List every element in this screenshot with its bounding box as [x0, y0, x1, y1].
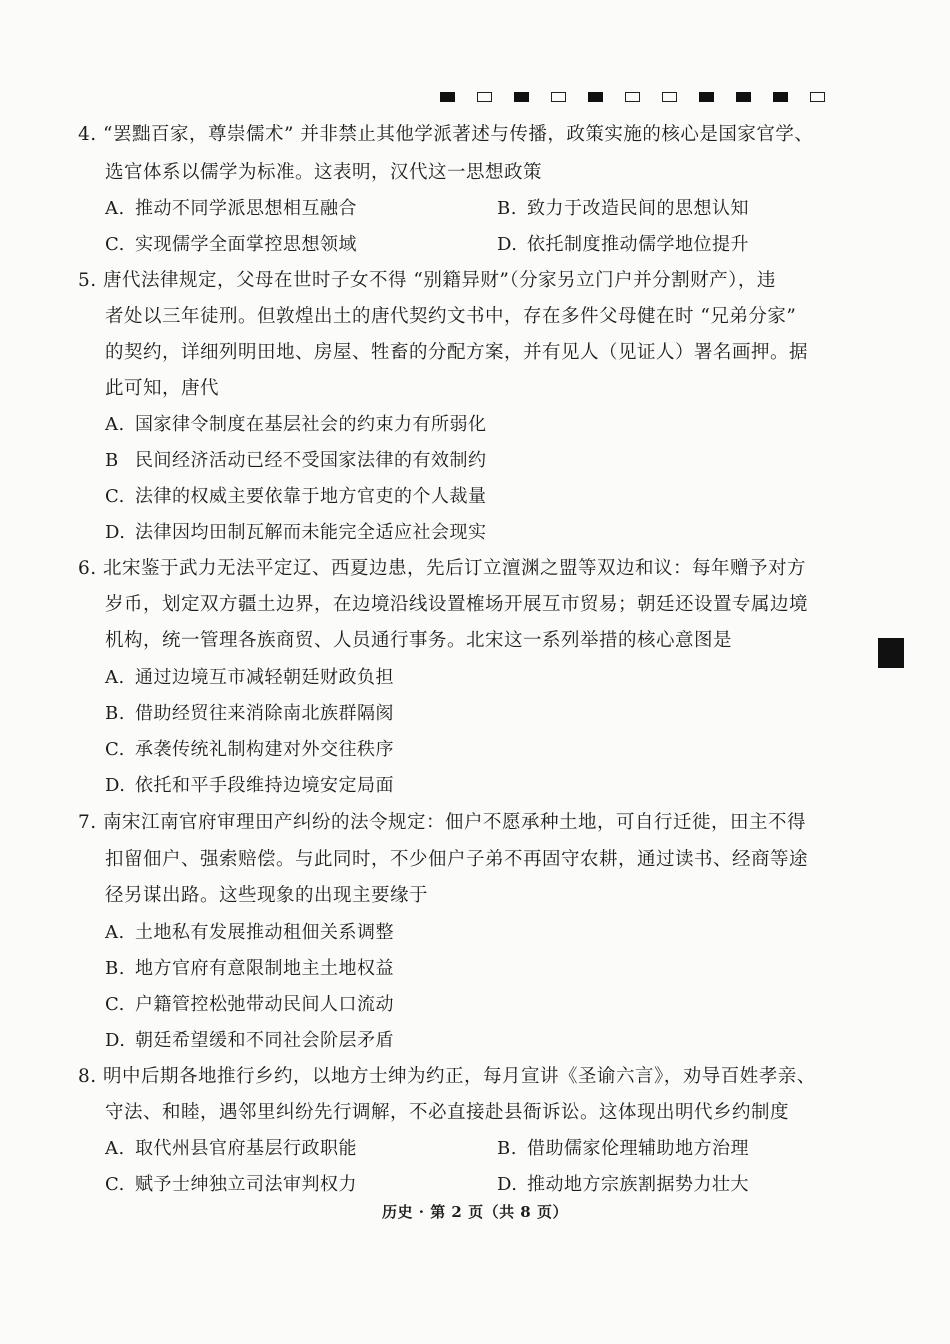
- option-key: B: [105, 450, 119, 471]
- question-5-line-4: 此可知，唐代: [105, 378, 220, 399]
- option-text: 国家律令制度在基层社会的约束力有所弱化: [135, 414, 487, 435]
- question-5-line-1: 5. 唐代法律规定，父母在世时子女不得 “别籍异财”（分家另立门户并分割财产），违: [78, 270, 776, 291]
- option-key: B.: [105, 703, 125, 724]
- option-key: C.: [105, 486, 125, 507]
- option-text: 借助儒家伦理辅助地方治理: [527, 1138, 749, 1159]
- filled-square-mark: [773, 92, 788, 102]
- hollow-square-mark: [477, 92, 492, 102]
- option-key: B.: [497, 1138, 517, 1159]
- option-key: C.: [105, 994, 125, 1015]
- option-key: D.: [497, 234, 518, 255]
- filled-square-mark: [440, 92, 455, 102]
- question-7-option-b: [105, 954, 394, 980]
- option-text: 推动不同学派思想相互融合: [135, 198, 357, 219]
- question-7-line-3: 径另谋出路。这些现象的出现主要缘于: [105, 885, 429, 906]
- option-text: 赋予士绅独立司法审判权力: [135, 1174, 357, 1195]
- question-4-line-2: 选官体系以儒学为标准。这表明，汉代这一思想政策: [105, 162, 543, 183]
- header-marks: [440, 92, 847, 102]
- question-8-option-c: [105, 1170, 357, 1196]
- option-key: A.: [105, 198, 125, 219]
- option-text: 朝廷希望缓和不同社会阶层矛盾: [135, 1030, 394, 1051]
- option-key: A.: [105, 414, 125, 435]
- option-key: C.: [105, 234, 125, 255]
- question-6-option-b: [105, 699, 394, 725]
- option-text: 户籍管控松弛带动民间人口流动: [135, 994, 394, 1015]
- option-text: 依托和平手段维持边境安定局面: [135, 775, 394, 796]
- option-key: B.: [105, 958, 125, 979]
- question-6-line-2: 岁币，划定双方疆土边界，在边境沿线设置榷场开展互市贸易；朝廷还设置专属边境: [105, 594, 809, 615]
- question-7-line-1: 7. 南宋江南官府审理田产纠纷的法令规定：佃户不愿承种土地，可自行迁徙，田主不得: [78, 812, 807, 833]
- hollow-square-mark: [625, 92, 640, 102]
- question-5-option-c: [105, 482, 487, 508]
- question-8-line-1: 8. 明中后期各地推行乡约，以地方士绅为约正，每月宣讲《圣谕六言》，劝导百姓孝亲、: [78, 1066, 816, 1087]
- question-5-option-d: [105, 518, 487, 544]
- option-key: A.: [105, 1138, 125, 1159]
- hollow-square-mark: [810, 92, 825, 102]
- question-8-option-d: [497, 1170, 749, 1196]
- question-5-option-a: [105, 410, 487, 436]
- option-key: A.: [105, 922, 125, 943]
- option-key: D.: [105, 1030, 126, 1051]
- hollow-square-mark: [551, 92, 566, 102]
- question-6-option-c: [105, 735, 394, 761]
- filled-square-mark: [736, 92, 751, 102]
- option-key: B.: [497, 198, 517, 219]
- option-text: 法律的权威主要依靠于地方官吏的个人裁量: [135, 486, 487, 507]
- option-text: 取代州县官府基层行政职能: [135, 1138, 357, 1159]
- question-6-option-a: [105, 663, 394, 689]
- question-4-option-a: [105, 194, 357, 220]
- question-4-option-c: [105, 230, 357, 256]
- option-text: 承袭传统礼制构建对外交往秩序: [135, 739, 394, 760]
- question-7-line-2: 扣留佃户、强索赔偿。与此同时，不少佃户子弟不再固守农耕，通过读书、经商等途: [105, 849, 809, 870]
- option-text: 依托制度推动儒学地位提升: [527, 234, 749, 255]
- question-8-option-a: [105, 1134, 357, 1160]
- question-5-line-3: 的契约，详细列明田地、房屋、牲畜的分配方案，并有见人（见证人）署名画押。据: [105, 342, 809, 363]
- question-4-option-b: [497, 194, 749, 220]
- option-text: 致力于改造民间的思想认知: [527, 198, 749, 219]
- question-5-option-b: [105, 446, 487, 472]
- option-key: D.: [497, 1174, 518, 1195]
- question-8-option-b: [497, 1134, 749, 1160]
- option-text: 推动地方宗族割据势力壮大: [527, 1174, 749, 1195]
- side-black-block: [878, 638, 904, 668]
- hollow-square-mark: [662, 92, 677, 102]
- filled-square-mark: [588, 92, 603, 102]
- option-key: A.: [105, 667, 125, 688]
- option-text: 实现儒学全面掌控思想领域: [135, 234, 357, 255]
- question-8-line-2: 守法、和睦，遇邻里纠纷先行调解，不必直接赴县衙诉讼。这体现出明代乡约制度: [105, 1102, 790, 1123]
- option-text: 借助经贸往来消除南北族群隔阂: [135, 703, 394, 724]
- option-key: C.: [105, 739, 125, 760]
- option-key: D.: [105, 775, 126, 796]
- option-text: 法律因均田制瓦解而未能完全适应社会现实: [135, 522, 487, 543]
- question-6-option-d: [105, 771, 394, 797]
- option-text: 地方官府有意限制地主土地权益: [135, 958, 394, 979]
- filled-square-mark: [514, 92, 529, 102]
- question-4-option-d: [497, 230, 749, 256]
- question-5-line-2: 者处以三年徒刑。但敦煌出土的唐代契约文书中，存在多件父母健在时 “兄弟分家”: [105, 306, 797, 327]
- question-7-option-a: [105, 918, 394, 944]
- question-7-option-c: [105, 990, 394, 1016]
- question-7-option-d: [105, 1026, 394, 1052]
- question-6-line-3: 机构，统一管理各族商贸、人员通行事务。北宋这一系列举措的核心意图是: [105, 630, 733, 651]
- option-key: C.: [105, 1174, 125, 1195]
- page-footer: 历史 · 第 2 页（共 8 页）: [382, 1203, 568, 1221]
- filled-square-mark: [699, 92, 714, 102]
- option-text: 民间经济活动已经不受国家法律的有效制约: [135, 450, 487, 471]
- question-4-line-1: 4. “罢黜百家，尊崇儒术” 并非禁止其他学派著述与传播，政策实施的核心是国家官学、: [78, 124, 814, 145]
- question-6-line-1: 6. 北宋鉴于武力无法平定辽、西夏边患，先后订立澶渊之盟等双边和议：每年赠予对方: [78, 558, 807, 579]
- option-key: D.: [105, 522, 126, 543]
- option-text: 土地私有发展推动租佃关系调整: [135, 922, 394, 943]
- option-text: 通过边境互市减轻朝廷财政负担: [135, 667, 394, 688]
